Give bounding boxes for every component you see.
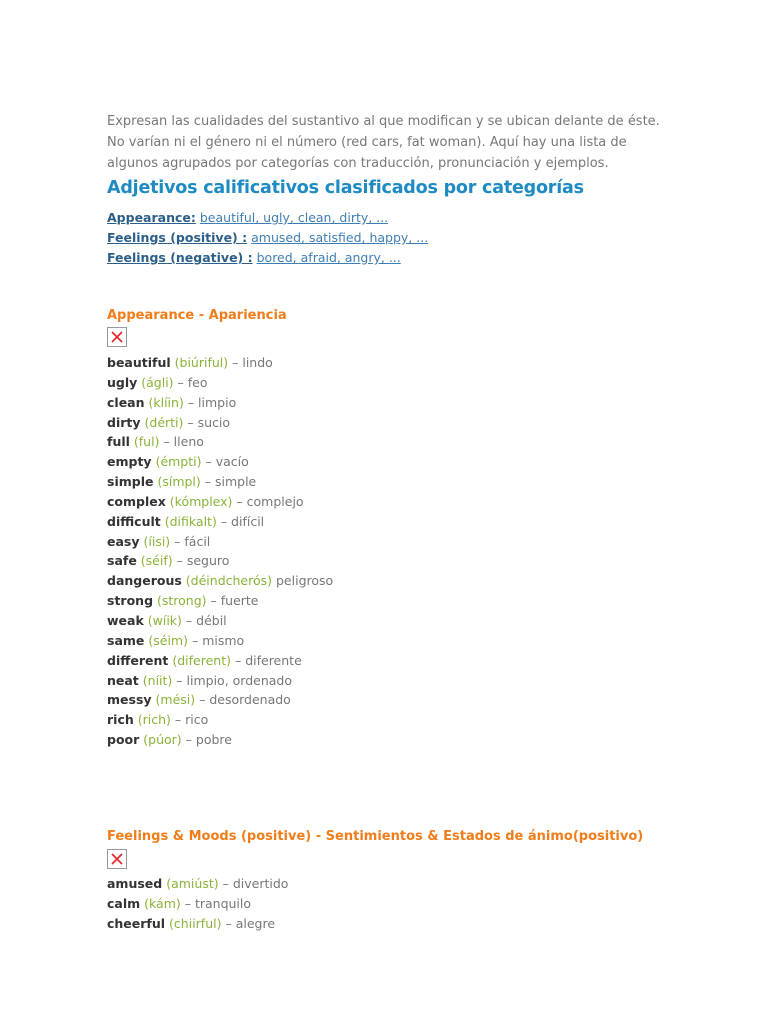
vocab-pronunciation: (difikalt) [164,513,217,529]
vocab-pronunciation: (amiúst) [166,876,219,891]
vocab-translation: – difícil [220,513,265,529]
vocab-pronunciation: (símpl) [157,474,201,490]
toc-row-appearance [107,208,428,228]
vocab-entry [107,353,333,373]
vocab-word: dangerous [107,573,182,589]
vocab-translation: – pobre [185,732,232,748]
vocab-word: rich [107,712,134,728]
vocab-translation: peligroso [276,573,334,589]
vocab-translation: – diferente [234,652,302,668]
vocab-translation: – mismo [191,632,245,648]
vocab-translation: – feo [177,374,208,390]
vocab-translation: – alegre [225,915,276,931]
vocab-entry [107,393,333,413]
vocab-pronunciation: (rich) [137,712,171,728]
vocab-pronunciation: (íisi) [143,533,171,549]
section-title-appearance: Appearance - Apariencia [107,308,287,323]
vocab-word: cheerful [107,915,166,931]
vocab-translation: – limpio [187,394,237,410]
vocab-entry [107,631,333,651]
vocab-entry [107,710,333,730]
toc-link-appearance-items[interactable]: beautiful, ugly, clean, dirty, ... [199,210,389,225]
vocab-pronunciation: (kómplex) [169,493,233,509]
vocab-word: calm [107,895,141,911]
vocab-word: different [107,652,169,668]
vocab-translation: – sucio [187,414,231,430]
vocab-word: difficult [107,513,161,529]
vocab-pronunciation: (wíik) [147,612,182,628]
vocab-translation: – fuerte [210,593,259,609]
vocab-entry [107,874,288,894]
vocab-word: full [107,434,130,450]
vocab-word: complex [107,493,166,509]
page-title: Adjetivos calificativos clasificados por categorías [107,178,584,198]
vocab-word: neat [107,672,139,688]
vocab-entry [107,373,333,393]
vocab-translation: – lleno [163,434,204,450]
vocab-translation: – desordenado [199,692,291,708]
vocab-translation: – seguro [176,553,230,569]
vocab-word: beautiful [107,355,171,370]
vocab-entry [107,532,333,552]
vocab-word: messy [107,692,152,708]
vocab-pronunciation: (kám) [144,895,181,911]
vocab-word: same [107,632,145,648]
vocab-entry [107,651,333,671]
vocabulary-list-feelings-positive [107,874,288,934]
vocab-entry [107,894,288,914]
vocab-pronunciation: (ful) [133,434,160,450]
vocab-translation: – débil [185,612,227,628]
vocab-pronunciation: (klíin) [148,394,184,410]
vocab-entry [107,472,333,492]
vocab-word: empty [107,454,152,470]
vocab-pronunciation: (níit) [142,672,173,688]
vocab-word: poor [107,732,140,748]
vocab-word: strong [107,593,154,609]
vocab-pronunciation: (ágli) [141,374,174,390]
vocab-entry [107,413,333,433]
vocabulary-list-appearance [107,353,333,750]
vocab-word: weak [107,612,144,628]
category-index [107,208,428,268]
vocab-translation: – complejo [236,493,304,509]
vocab-entry [107,571,333,591]
vocab-translation: – rico [174,712,209,728]
vocab-pronunciation: (diferent) [172,652,231,668]
broken-image-icon [107,327,127,347]
vocab-word: clean [107,394,145,410]
vocab-entry [107,671,333,691]
vocab-translation: – fácil [174,533,211,549]
vocab-pronunciation: (séif) [140,553,173,569]
vocab-pronunciation: (strong) [157,593,207,609]
vocab-word: ugly [107,374,138,390]
toc-link-feelings-negative-items[interactable]: bored, afraid, angry, ... [256,250,401,265]
vocab-pronunciation: (chiirful) [169,915,222,931]
vocab-entry [107,591,333,611]
toc-link-feelings-positive-items[interactable]: amused, satisfied, happy, ... [251,230,429,245]
vocab-word: simple [107,474,154,490]
toc-row-feelings-negative [107,248,428,268]
vocab-translation: – limpio, ordenado [176,672,293,688]
vocab-entry [107,492,333,512]
vocab-entry [107,914,288,934]
vocab-pronunciation: (púor) [143,732,182,748]
vocab-translation: – lindo [232,355,273,370]
vocab-word: easy [107,533,140,549]
vocab-entry [107,730,333,750]
vocab-translation: – vacío [205,454,249,470]
vocab-entry [107,512,333,532]
toc-link-appearance[interactable]: Appearance: [107,210,196,225]
vocab-pronunciation: (dérti) [144,414,184,430]
vocab-pronunciation: (émpti) [155,454,202,470]
vocab-translation: – tranquilo [184,895,252,911]
vocab-entry [107,452,333,472]
toc-row-feelings-positive [107,228,428,248]
toc-link-feelings-positive[interactable]: Feelings (positive) : [107,230,248,245]
section-title-feelings-positive: Feelings & Moods (positive) - Sentimientos & Estados de ánimo(positivo) [107,829,644,844]
vocab-entry [107,611,333,631]
vocab-translation: – simple [204,474,257,490]
vocab-word: amused [107,876,163,891]
vocab-word: dirty [107,414,141,430]
toc-link-feelings-negative[interactable]: Feelings (negative) : [107,250,253,265]
vocab-entry [107,432,333,452]
vocab-entry [107,551,333,571]
vocab-pronunciation: (déindcherós) [185,573,273,589]
intro-paragraph: Expresan las cualidades del sustantivo al que modifican y se ubican delante de éste. No varían ni el género ni el número (red cars, fat woman). Aquí hay una lista de algunos agrupados por categorías con traducción, pronunciación y ejemplos. [107,114,660,171]
vocab-word: safe [107,553,137,569]
vocab-pronunciation: (séim) [148,632,188,648]
vocab-translation: – divertido [222,876,289,891]
vocab-pronunciation: (biúriful) [174,355,229,370]
vocab-pronunciation: (mési) [155,692,196,708]
vocab-entry [107,690,333,710]
broken-image-icon [107,849,127,869]
